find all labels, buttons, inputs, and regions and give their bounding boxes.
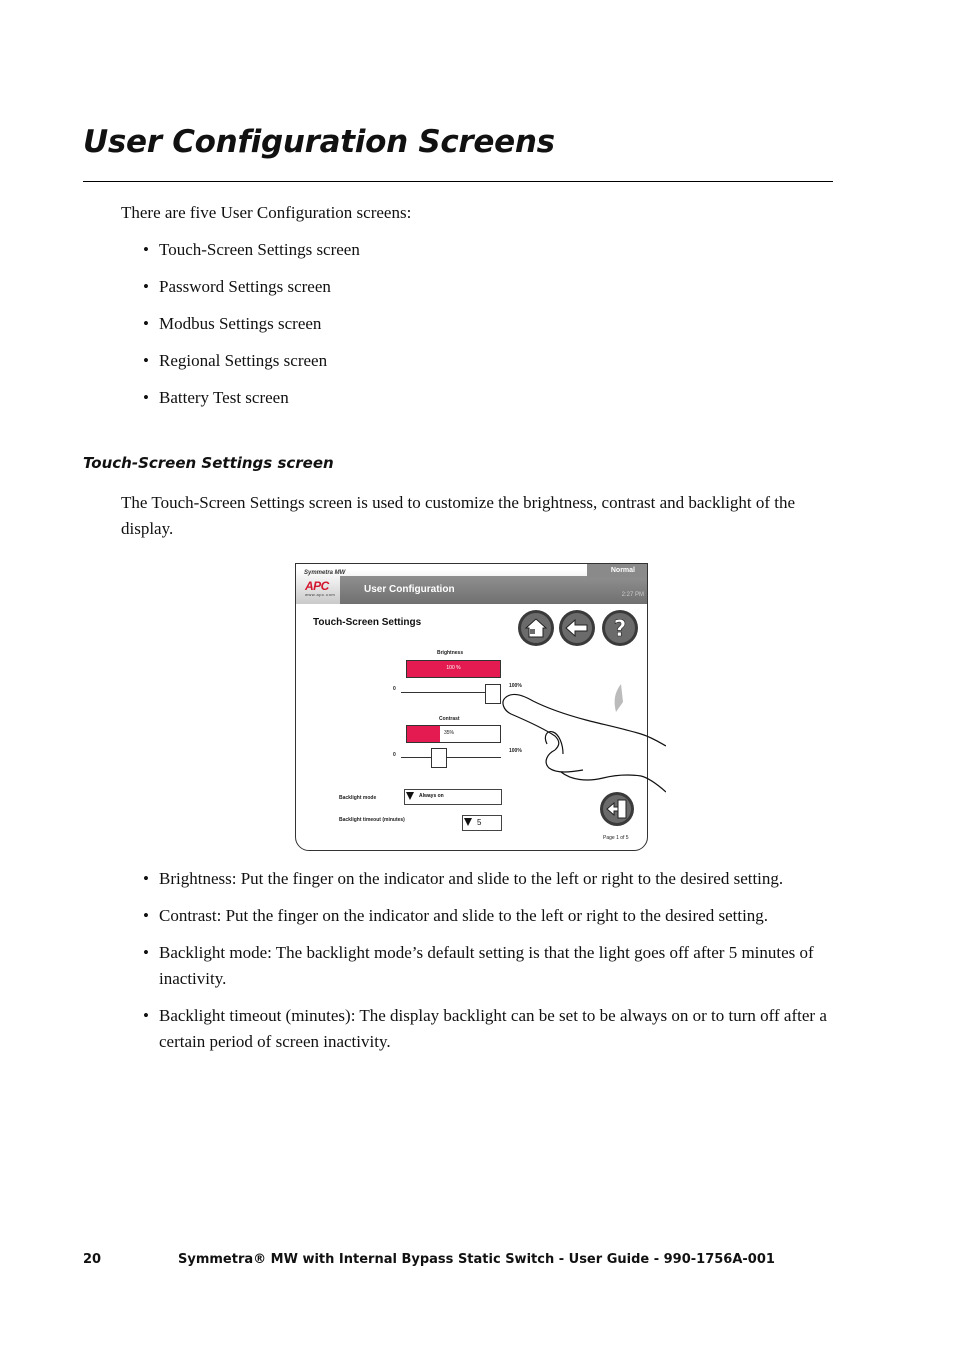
contrast-slider-track[interactable] [401, 757, 501, 758]
backlight-timeout-label: Backlight timeout (minutes) [339, 817, 405, 823]
contrast-bar [406, 725, 501, 743]
list-item: • Modbus Settings screen [143, 311, 360, 337]
apc-logo-text: APC [305, 579, 329, 593]
section-title: Touch-Screen Settings screen [83, 454, 334, 472]
page-indicator: Page 1 of 5 [603, 835, 629, 841]
status-badge[interactable]: Normal [610, 567, 635, 574]
footer-page-number: 20 [83, 1252, 102, 1267]
brand-label: Symmetra MW [304, 570, 346, 576]
list-item: • Touch-Screen Settings screen [143, 237, 360, 263]
brightness-bar [406, 660, 501, 678]
home-icon [517, 609, 555, 647]
backlight-mode-select[interactable] [404, 789, 502, 805]
contrast-bar-fill [407, 726, 440, 742]
backlight-mode-value: Always on [419, 793, 444, 799]
contrast-slider-thumb[interactable] [431, 748, 447, 768]
help-button[interactable] [601, 609, 639, 647]
brightness-min-label: 0 [393, 686, 396, 692]
screens-list [143, 237, 360, 422]
list-item: • Battery Test screen [143, 385, 360, 411]
list-item: • Backlight timeout (minutes): The display backlight can be set to be always on or to turn off after a certain period of screen inactivity. [143, 1003, 833, 1055]
chevron-down-icon [464, 818, 472, 826]
backlight-mode-label: Backlight mode [339, 795, 377, 801]
home-button[interactable] [517, 609, 555, 647]
list-item: • Backlight mode: The backlight mode’s default setting is that the light goes off after 5 minutes of inactivity. [143, 940, 833, 992]
description-list [143, 866, 833, 1066]
backlight-timeout-value: 5 [477, 818, 482, 827]
header-title: User Configuration [364, 584, 455, 595]
help-icon [601, 609, 639, 647]
apc-logo [305, 581, 340, 596]
exit-button[interactable] [599, 791, 635, 827]
brightness-value: 100 % [446, 665, 461, 671]
apc-logo-url: www.apc.com [305, 592, 336, 597]
list-item: • Password Settings screen [143, 274, 360, 300]
list-item: • Brightness: Put the finger on the indicator and slide to the left or right to the desired setting. [143, 866, 833, 892]
back-arrow-icon [558, 609, 596, 647]
backlight-timeout-select[interactable] [462, 815, 502, 831]
contrast-label: Contrast [439, 716, 460, 722]
chevron-down-icon [406, 792, 414, 800]
svg-text:?: ? [613, 617, 627, 642]
brightness-max-label: 100% [509, 683, 522, 689]
contrast-max-label: 100% [509, 748, 522, 754]
title-rule [83, 181, 833, 182]
finger-hand-icon [491, 674, 666, 794]
page-title: User Configuration Screens [83, 124, 555, 160]
footer-title: Symmetra® MW with Internal Bypass Static Switch - User Guide - 990-1756A-001 [178, 1252, 775, 1267]
exit-door-icon [599, 791, 635, 827]
contrast-min-label: 0 [393, 752, 396, 758]
figure-header [296, 564, 647, 604]
list-item: • Contrast: Put the finger on the indicator and slide to the left or right to the desired setting. [143, 903, 833, 929]
clock-time: 2:27 PM [621, 592, 644, 598]
back-button[interactable] [558, 609, 596, 647]
brightness-label: Brightness [437, 650, 464, 656]
touch-screen-figure [295, 563, 648, 851]
section-paragraph: The Touch-Screen Settings screen is used to customize the brightness, contrast and backlight of the display. [121, 493, 796, 538]
contrast-value: 35% [444, 730, 455, 736]
intro-text: There are five User Configuration screens: [121, 203, 412, 222]
list-item: • Regional Settings screen [143, 348, 360, 374]
pane-title: Touch-Screen Settings [313, 617, 422, 628]
